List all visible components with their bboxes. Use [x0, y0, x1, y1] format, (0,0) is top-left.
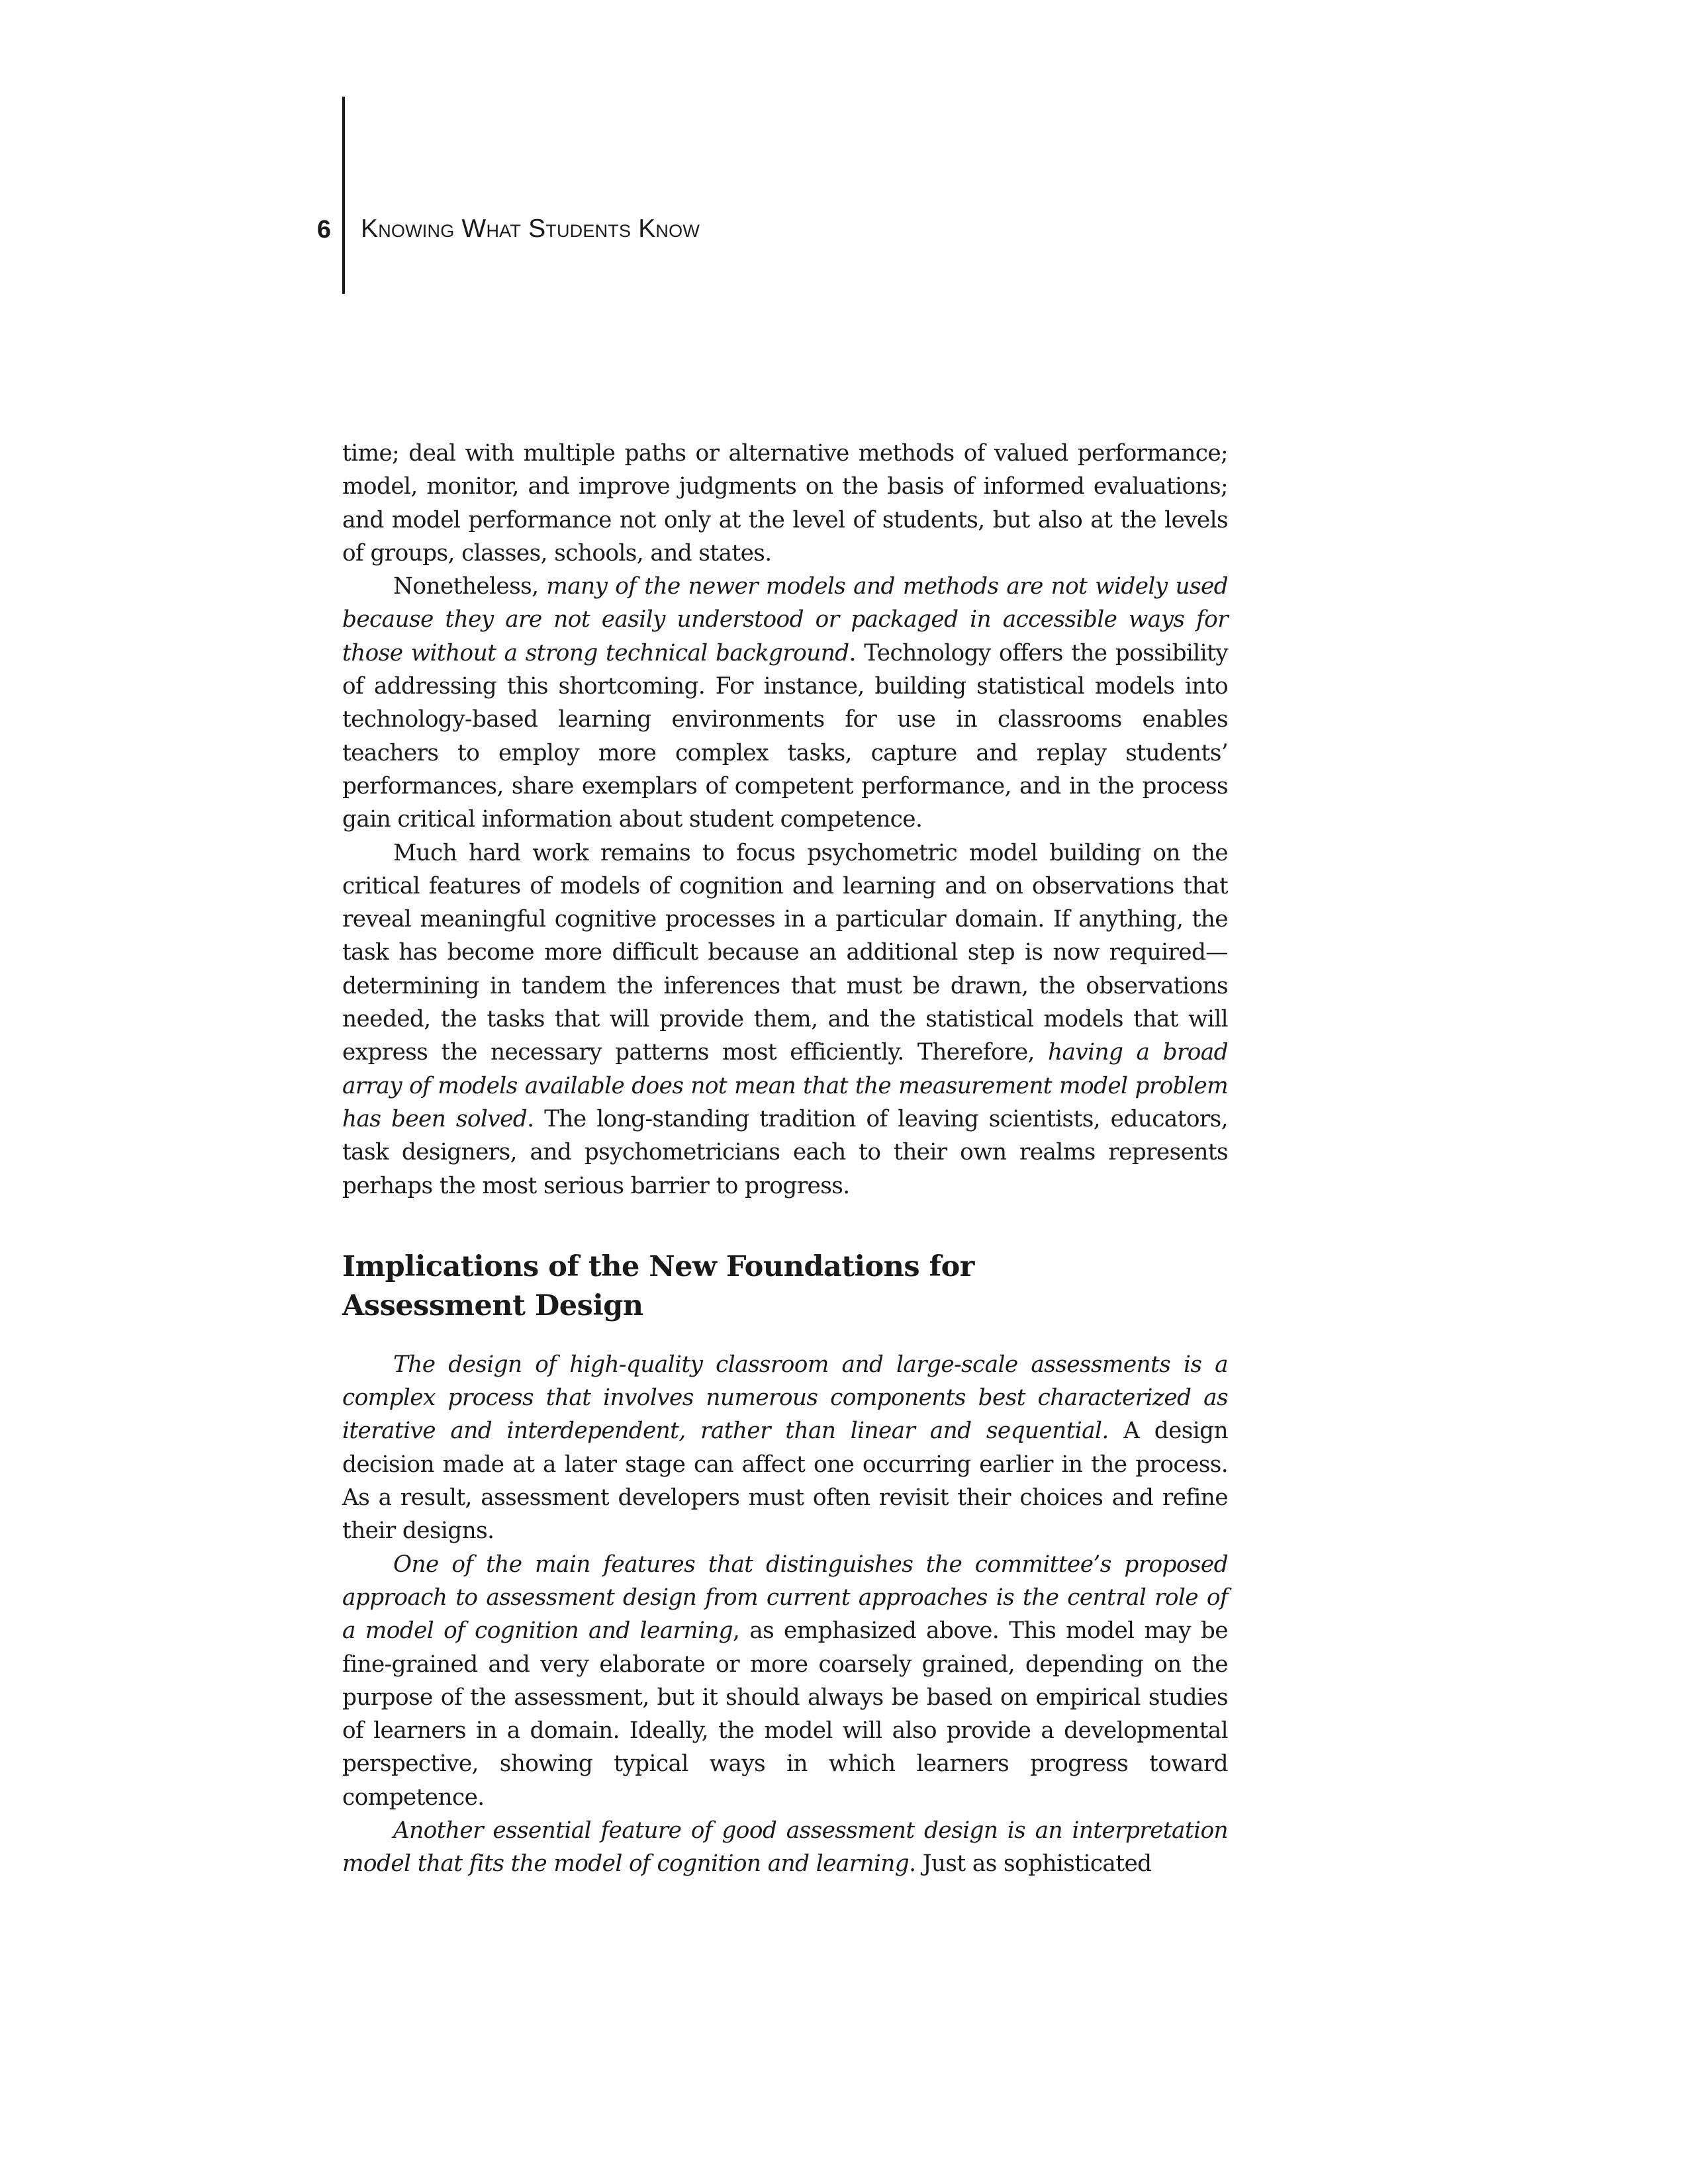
paragraph-6-rest: . Just as sophisticated	[909, 1850, 1152, 1878]
paragraph-3	[342, 837, 1228, 1203]
paragraph-2-emphasis: many of the newer models and methods are not widely used because they are not easily understood or packaged in accessible ways for those without a strong technical background	[342, 573, 1229, 666]
paragraph-3-lead: Much hard work remains to focus psychometric model building on the critical features of models of cognition and learning and on observations that reveal meaningful cognitive processes in a particular domain. If anything, the task has become more difficult because an additional step is now required—determining in tandem the inferences that must be drawn, the observations needed, the tasks that will provide them, and the statistical models that will express the necessary patterns most efficiently. Therefore,	[342, 839, 1228, 1066]
running-head: Knowing What Students Know	[361, 214, 700, 243]
header-rule	[342, 97, 345, 294]
paragraph-5-emphasis: One of the main features that distinguishes the committee’s proposed approach to assessment design from current approaches is the central role of a model of cognition and learning	[342, 1551, 1228, 1645]
paragraph-2-rest: . Technology offers the possibility of addressing this shortcoming. For instance, building statistical models into technology-based learning environments for use in classrooms enables teachers to employ more complex tasks, capture and replay students’ performances, share exemplars of competent performance, and in the process gain critical information about student competence.	[342, 639, 1228, 833]
paragraph-4	[342, 1348, 1228, 1548]
paragraph-3-rest: . The long-standing tradition of leaving scientists, educators, task designers, and psychometricians each to their own realms represents perhaps the most serious barrier to progress.	[342, 1105, 1228, 1199]
body-text	[342, 437, 1228, 1881]
paragraph-1	[342, 437, 1228, 570]
page-number: 6	[316, 216, 331, 244]
paragraph-2-lead: Nonetheless,	[393, 573, 547, 600]
paragraph-2	[342, 570, 1228, 836]
section-heading	[342, 1248, 1070, 1326]
paragraph-4-emphasis: The design of high-quality classroom and large-scale assessments is a complex process that involves numerous components best characterized as iterative and interdependent, rather than linear and sequential.	[342, 1351, 1228, 1445]
paragraph-4-rest: A design decision made at a later stage can affect one occurring earlier in the process. As a result, assessment developers must often revisit their choices and refine their designs.	[342, 1418, 1228, 1545]
paragraph-1-text: time; deal with multiple paths or alternative methods of valued performance; model, monitor, and improve judgments on the basis of informed evaluations; and model performance not only at the level of students, but also at the levels of groups, classes, schools, and states.	[342, 440, 1228, 567]
paragraph-5-rest: , as emphasized above. This model may be fine-grained and very elaborate or more coarsely grained, depending on the purpose of the assessment, but it should always be based on empirical studies of learners in a domain. Ideally, the model will also provide a developmental perspective, showing typical ways in which learners progress toward competence.	[342, 1617, 1228, 1811]
paragraph-3-emphasis: having a broad array of models available does not mean that the measurement model problem has been solved	[342, 1039, 1228, 1132]
paragraph-6-emphasis: Another essential feature of good assessment design is an interpretation model that fits the model of cognition and learning	[342, 1817, 1228, 1878]
section-heading-line-2: Assessment Design	[342, 1289, 643, 1322]
section-heading-line-1: Implications of the New Foundations for	[342, 1250, 974, 1283]
paragraph-6	[342, 1814, 1228, 1881]
paragraph-5	[342, 1548, 1228, 1814]
